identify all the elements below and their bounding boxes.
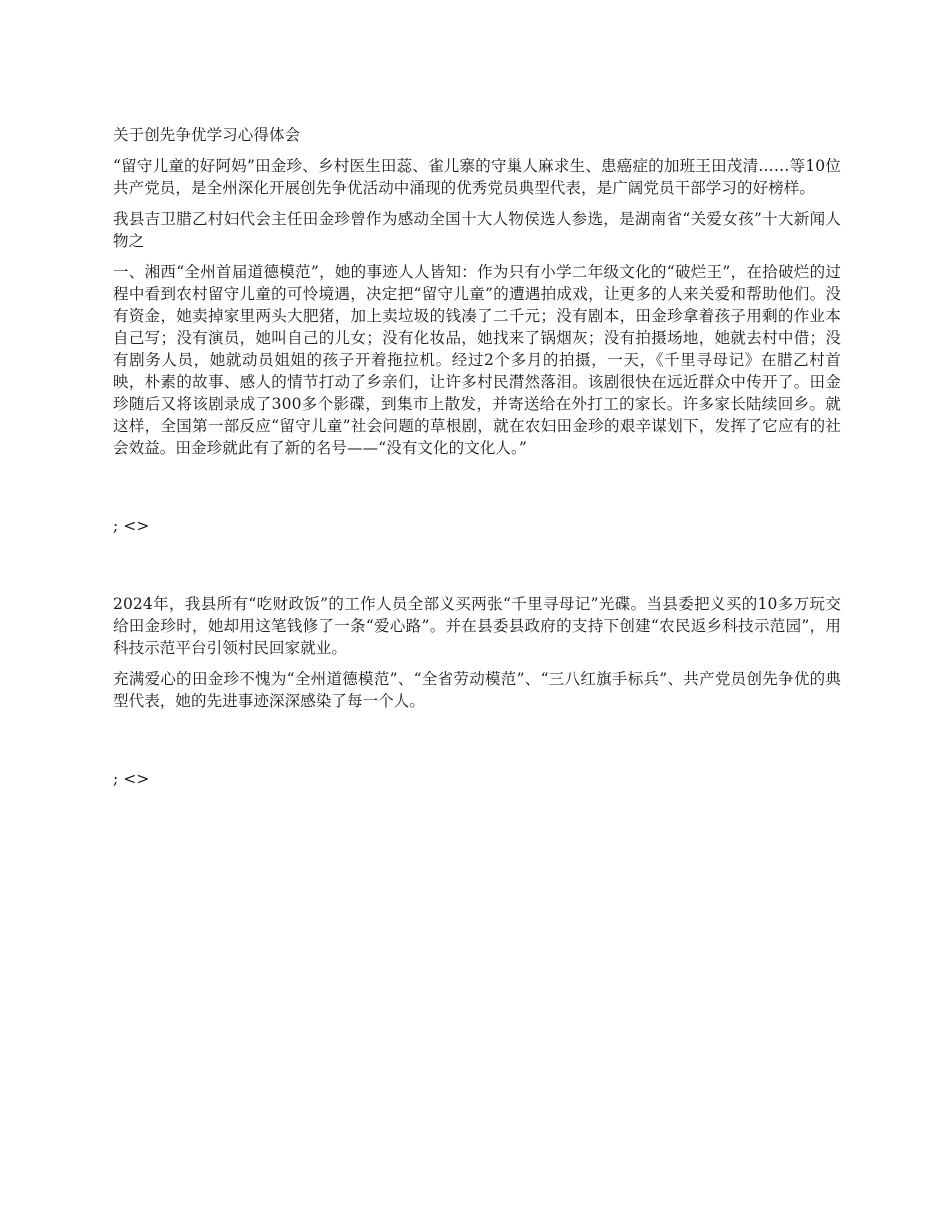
spacer	[113, 721, 841, 768]
paragraph-conclusion: 充满爱心的田金珍不愧为“全州道德模范”、“全省劳动模范”、“三八红旗手标兵”、共产党员创先争优的典型代表，她的先进事迹深深感染了每一个人。	[113, 670, 841, 710]
section-marker: ; <>	[113, 770, 150, 788]
section-marker: ; <>	[113, 517, 150, 535]
document-title: 关于创先争优学习心得体会	[113, 126, 301, 144]
document-body	[113, 124, 841, 799]
paragraph-outcome: 2024年，我县所有“吃财政饭”的工作人员全部义买两张“千里寻母记”光碟。当县委把义买的10多万玩交给田金珍时，她却用这笔钱修了一条“爱心路”。并在县委县政府的支持下创建“农民返乡科技示范园”，用科技示范平台引领村民回家就业。	[113, 595, 841, 657]
spacer	[113, 468, 841, 515]
paragraph-intro: “留守儿童的好阿妈”田金珍、乡村医生田蕊、雀儿寨的守巢人麻求生、患癌症的加班王田茂清……等10位共产党员，是全州深化开展创先争优活动中涌现的优秀党员典型代表，是广阔党员干部学习的好榜样。	[113, 157, 841, 197]
paragraph-story: 一、湘西“全州首届道德模范”，她的事迹人人皆知：作为只有小学二年级文化的“破烂王”，在拾破烂的过程中看到农村留守儿童的可怜境遇，决定把“留守儿童”的遭遇拍成戏，让更多的人来关爱和帮助他们。没有资金，她卖掉家里两头大肥猪，加上卖垃圾的钱凑了二千元；没有剧本，田金珍拿着孩子用剩的作业本自己写；没有演员，她叫自己的儿女；没有化妆品，她找来了锅烟灰；没有拍摄场地，她就去村中借；没有剧务人员，她就动员姐姐的孩子开着拖拉机。经过2个多月的拍摄，一天，《千里寻母记》在腊乙村首映，朴素的故事、感人的情节打动了乡亲们，让许多村民潸然落泪。该剧很快在远近群众中传开了。田金珍随后又将该剧录成了300多个影碟，到集市上散发，并寄送给在外打工的家长。许多家长陆续回乡。就这样，全国第一部反应“留守儿童”社会问题的草根剧，就在农妇田金珍的艰辛谋划下，发挥了它应有的社会效益。田金珍就此有了新的名号——“没有文化的文化人。”	[113, 263, 841, 457]
spacer	[113, 546, 841, 593]
paragraph-background: 我县吉卫腊乙村妇代会主任田金珍曾作为感动全国十大人物侯选人参选，是湖南省“关爱女孩”十大新闻人物之	[113, 210, 841, 250]
